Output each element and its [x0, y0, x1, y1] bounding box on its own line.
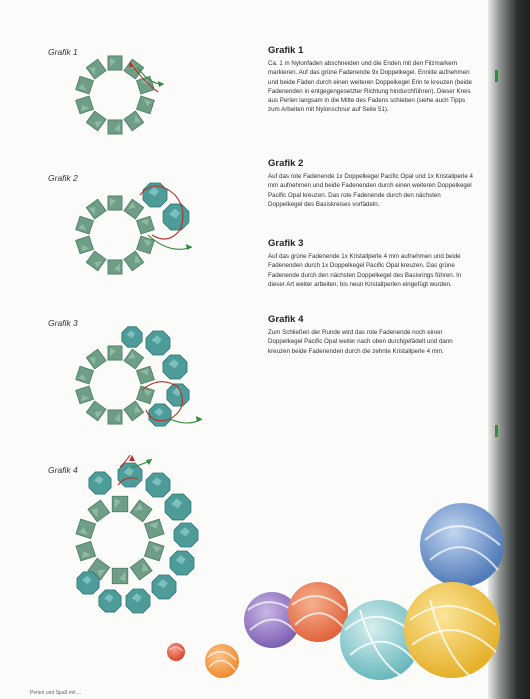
bead-ring-step3: [71, 327, 202, 431]
bicone-bead: [122, 198, 145, 221]
bicone-bead: [129, 557, 154, 582]
figure-label-3: Grafik 3: [48, 318, 78, 328]
instruction-body: Auf das rote Fadenende 1x Doppelkegel Pacific Opal und 1x Kristallperle 4 mm aufnehmen und beide Fadenenden durch einen weiteren Doppelkegel Pacific Opal kreuzen. Das rote Fadenende durch den nächsten Doppelkegel des Basiskreises vorfädeln.: [268, 173, 473, 208]
instruction-block-4: [268, 314, 474, 356]
bicone-bead: [104, 560, 135, 591]
figure-label-4: Grafik 4: [48, 465, 78, 475]
bead-ring-step2: [71, 183, 192, 281]
instruction-title: Grafik 1: [268, 45, 304, 56]
bicone-bead: [101, 403, 129, 431]
bicone-bead: [85, 249, 108, 272]
instruction-title: Grafik 2: [268, 158, 304, 169]
green-tab-marker: [495, 70, 498, 82]
instruction-body: Ca. 1 m Nylonfaden abschneiden und die Enden mit den Filzmarkern markieren. Auf das grüne Fadenende 9x Doppelkegel. Enniite aufnehmen und beide Fäden durch einen weiteren Doppelkegel Erin te kreuzen (beide Fadenenden in entgegengesetzter Richtung hindurchführen). Dieser Kreis aus Perlen langsam in die Mitte des Fadens schieben (siehe auch Tipps zum Arbeiten mit Nylonschnur auf Seite 51).: [268, 60, 472, 114]
bicone-bead: [122, 109, 145, 132]
bicone-bead: [122, 399, 145, 422]
bicone-bead: [101, 253, 129, 281]
bicone-bead: [101, 49, 129, 77]
figure-label-2: Grafik 2: [48, 173, 78, 183]
bicone-bead: [85, 198, 108, 221]
instruction-block-1: [268, 45, 474, 115]
bicone-bead: [101, 113, 129, 141]
bicone-bead: [85, 399, 108, 422]
instruction-title: Grafik 3: [268, 238, 304, 249]
bicone-bead: [104, 488, 135, 519]
instruction-body: Auf das grüne Fadenende 1x Kristallperle 4 mm aufnehmen und beide Fadenenden durch 1x Doppelkegel Pacific Opal kreuzen. Das grüne Fadenende durch den nächsten Doppelkegel des Basisrings führen. In dieser Art weiter arbeiten, bis neun Kristallperlen eingefügt wurden.: [268, 253, 462, 288]
bicone-bead: [101, 189, 129, 217]
book-gutter: [488, 0, 530, 699]
bicone-bead: [85, 109, 108, 132]
bead-ring-base: [71, 49, 164, 141]
figure-label-1: Grafik 1: [48, 47, 78, 57]
figure-4-illustration: [60, 455, 225, 630]
instruction-block-3: [268, 238, 474, 289]
page-footer: Perlen und Spaß mit ...: [30, 690, 82, 696]
bicone-bead: [85, 58, 108, 81]
green-tab-marker: [495, 425, 498, 437]
figure-1-illustration: [60, 40, 225, 180]
figure-3-illustration: [60, 315, 225, 455]
instruction-block-2: [268, 158, 474, 209]
bicone-bead: [122, 348, 145, 371]
bicone-bead: [122, 249, 145, 272]
instruction-title: Grafik 4: [268, 314, 304, 325]
bead-ring-step4: [71, 455, 198, 613]
bicone-bead: [85, 348, 108, 371]
thread-line: [148, 235, 192, 249]
bicone-bead: [129, 498, 154, 523]
instruction-body: Zum Schließen der Runde wird das rote Fadenende noch einen Doppelkegel Pacific Opal weiter nach oben durchgefädelt und dann kreuzen beide Fadenenden durch die zehnte Kristallperle 4 mm.: [268, 329, 453, 355]
figure-2-illustration: [60, 165, 225, 305]
bicone-bead: [86, 498, 111, 523]
